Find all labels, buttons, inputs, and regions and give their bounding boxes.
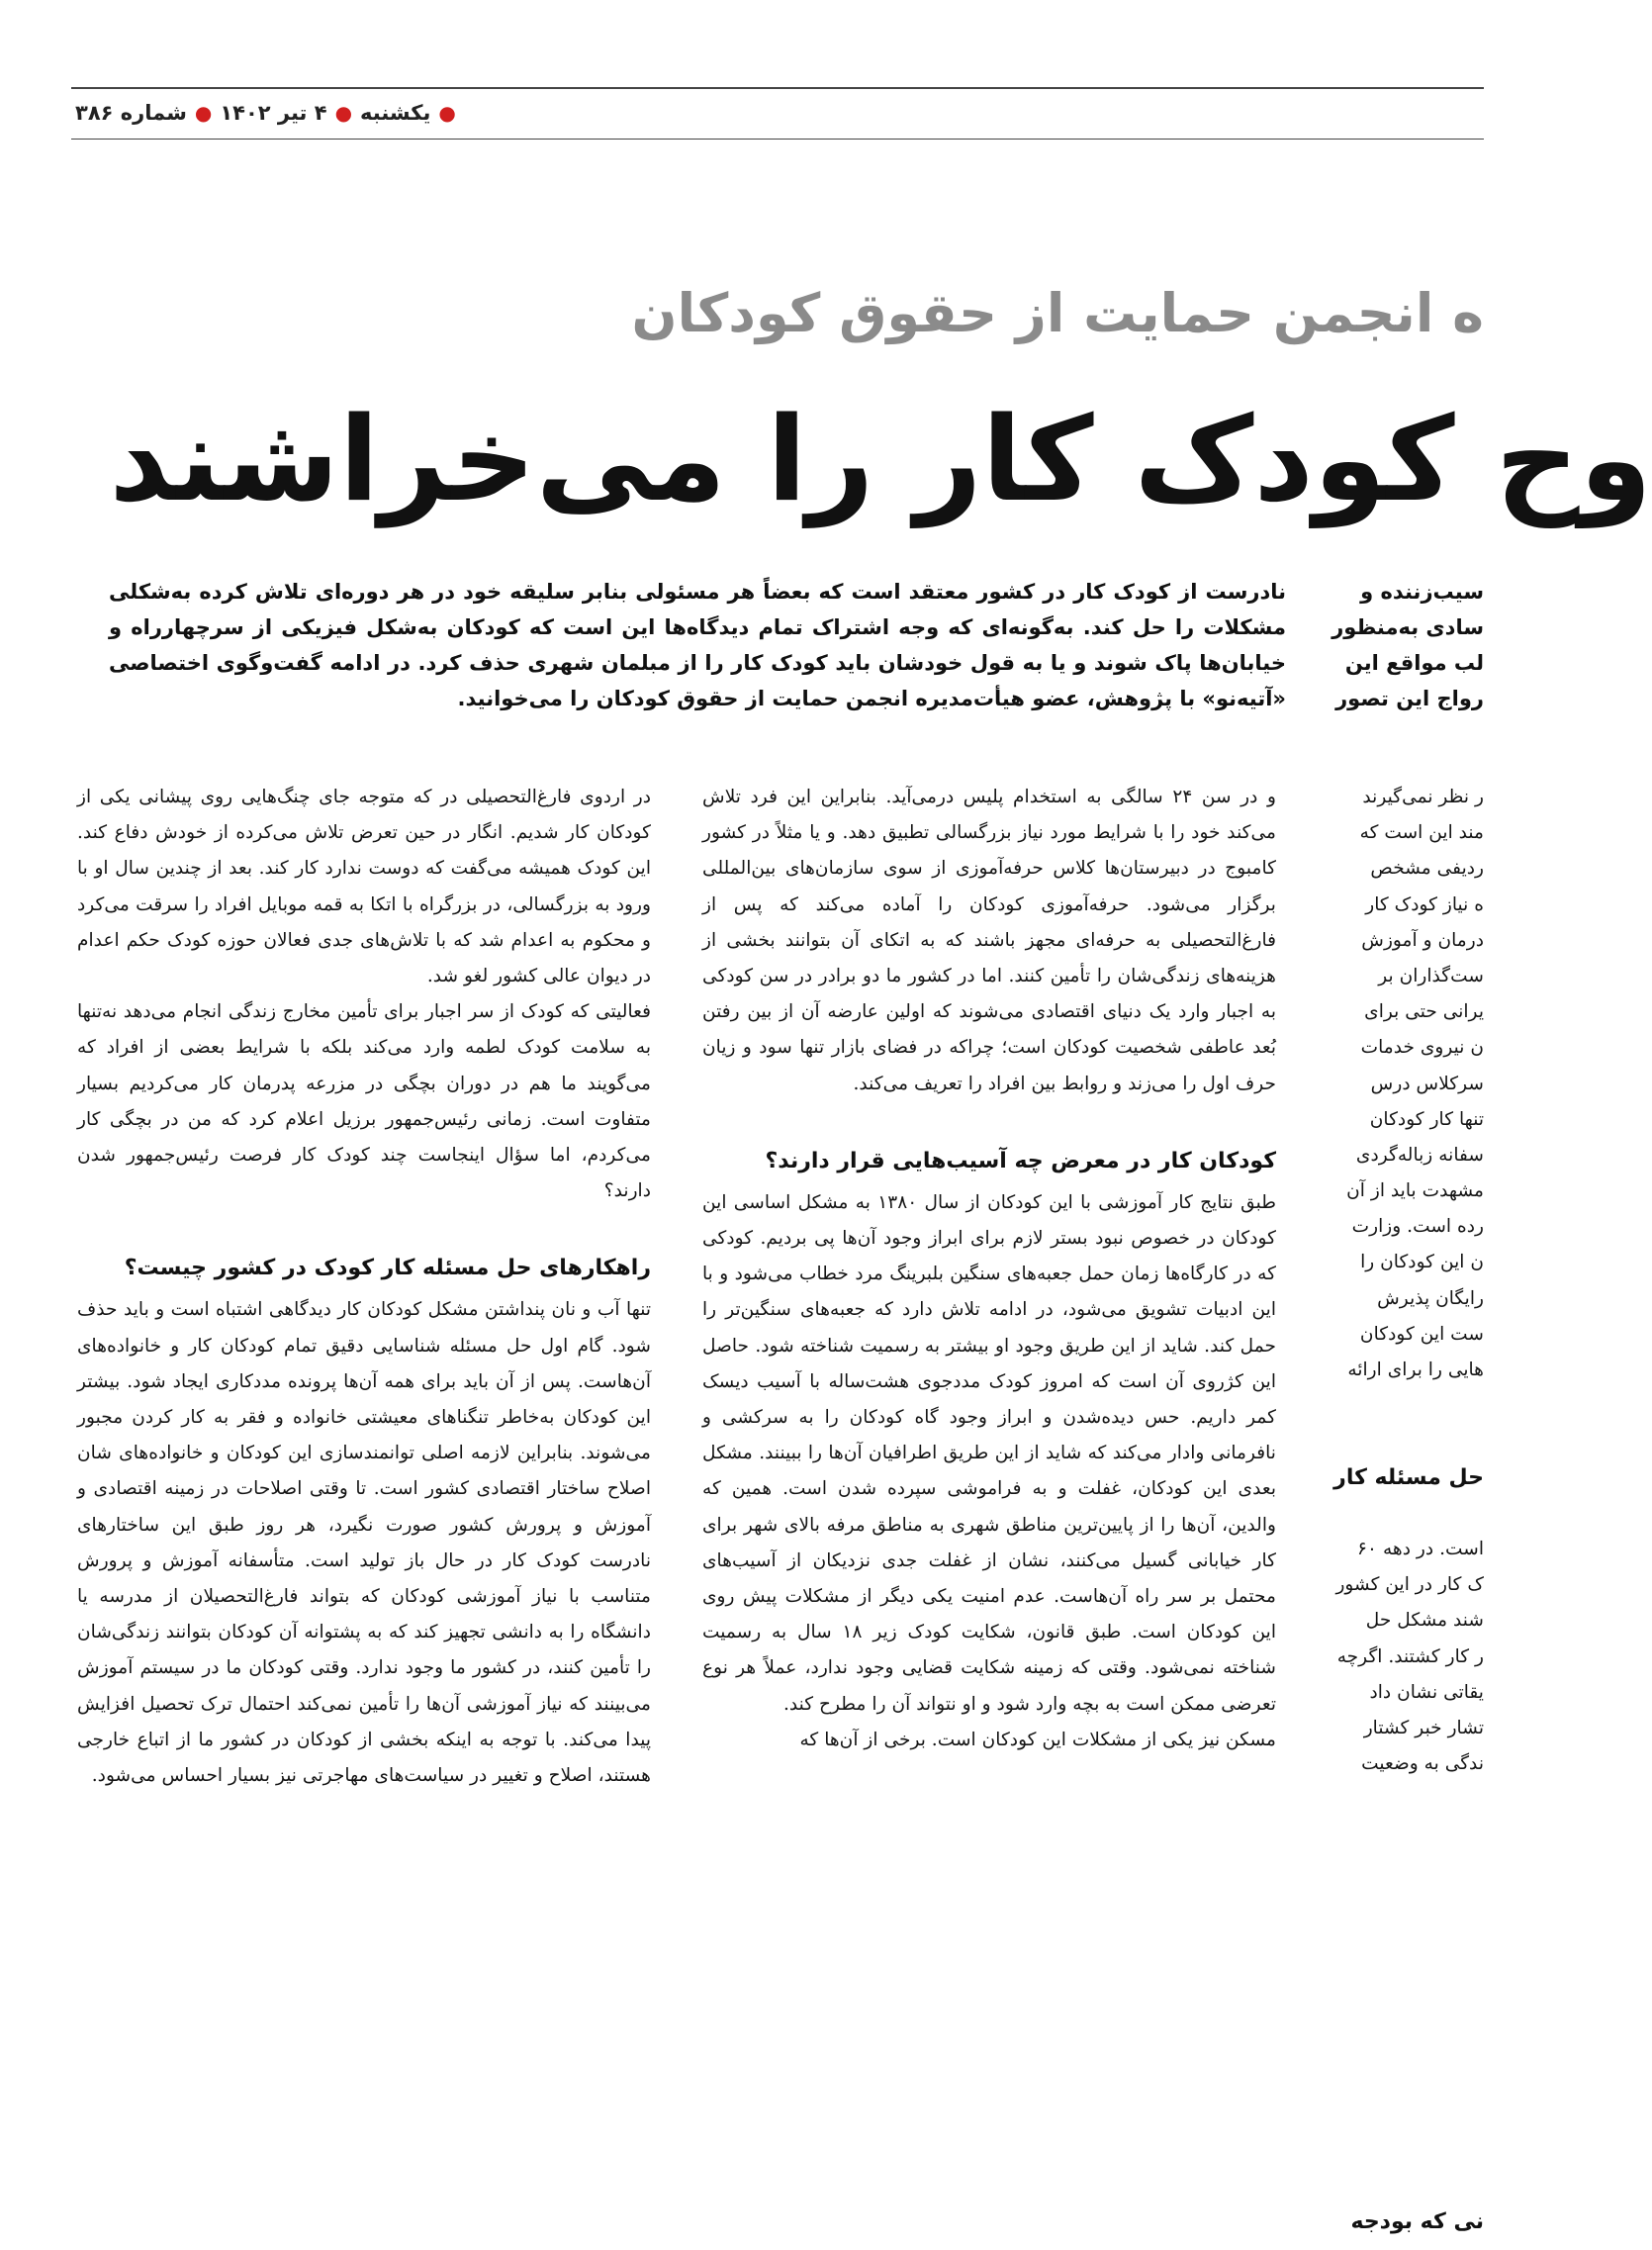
bullet-dot: ●	[334, 101, 353, 125]
fragment-heading: حل مسئله کار	[1333, 1464, 1484, 1490]
fragment-line: درمان و آموزش	[1361, 929, 1484, 951]
masthead-folio	[75, 95, 456, 131]
fragment-line: لب مواقع این	[1344, 651, 1484, 675]
adjacent-lead-fragment	[1331, 574, 1484, 716]
article-kicker: ه انجمن حمایت از حقوق کودکان	[631, 282, 1484, 344]
fragment-line	[1331, 1424, 1484, 1459]
paragraph-spacer	[77, 1209, 651, 1245]
fragment-line	[1331, 1388, 1484, 1424]
fragment-line: ردیفی مشخص	[1370, 858, 1484, 880]
adjacent-article-fragment	[1331, 780, 1484, 1782]
fragment-line: ست‌گذاران بر	[1378, 965, 1484, 986]
fragment-line: ک کار در این کشور	[1335, 1574, 1484, 1596]
fragment-line: شند مشکل حل	[1365, 1610, 1484, 1632]
masthead-issue: شماره ۳۸۶	[75, 101, 187, 125]
fragment-line: سیب‌زننده و	[1360, 580, 1484, 604]
fragment-line: ن نیروی خدمات	[1360, 1037, 1484, 1059]
fragment-line: سادی به‌منظور	[1331, 615, 1484, 639]
section-heading: راهکارهای حل مسئله کار کودک در کشور چیست؟	[124, 1256, 651, 1281]
fragment-line: یقاتی نشان داد	[1369, 1681, 1484, 1703]
article-lead: نادرست از کودک کار در کشور معتقد است که بعضاً هر مسئولی بنابر سلیقه خود در هر دوره‌ای تلاش کرده به‌شکلی مشکلات را حل کند. به‌گونه‌ای که وجه اشتراک تمام دیدگاه‌ها این است که کودکان به‌شکل فیزیکی از سرچهارراه و خیابان‌ها پاک شوند و یا به قول خودشان باید کودک کار را از مبلمان شهری حذف کرد. در ادامه گفت‌وگوی اختصاصی «آتیه‌نو» با پژوهش، عضو هیأت‌مدیره انجمن حمایت از حقوق کودکان را می‌خوانید.	[109, 580, 1286, 710]
masthead-day: یکشنبه	[360, 101, 431, 125]
fragment-line: ندگی به وضعیت	[1361, 1753, 1484, 1775]
fragment-line: ر کار کشتند. اگرچه	[1336, 1645, 1484, 1667]
paragraph-spacer	[702, 1102, 1276, 1138]
body-paragraph: مسکن نیز یکی از مشکلات این کودکان است. برخی از آن‌ها که	[799, 1729, 1276, 1750]
fragment-line	[1331, 1496, 1484, 1532]
body-paragraph: تنها آب و نان پنداشتن مشکل کودکان کار دیدگاهی اشتباه است و باید حذف شود. گام اول حل مسئله شناسایی دقیق تمام کودکان کار و خانواده‌های آن‌هاست. پس از آن باید برای همه آن‌ها پرونده مددکاری ایجاد شود. بیشتر این کودکان به‌خاطر تنگناهای معیشتی خانواده و فقر به کار کردن مجبور می‌شوند. بنابراین لازمه اصلی توانمندسازی این کودکان و خانواده‌های شان اصلاح ساختار اقتصادی کشور است. تا وقتی اصلاحات در زمینه اقتصادی و آموزش و پرورش کشور صورت نگیرد، هر روز طبق این ساختارهای نادرست کودک کار در حال باز تولید است. متأسفانه آموزش و پرورش متناسب با نیاز آموزشی کودکان که بتواند فارغ‌التحصیلان از مدرسه یا دانشگاه را به دانشی تجهیز کند که به پشتوانه آن کودکان بتوانند زندگی‌شان را تأمین کنند، در کشور ما وجود ندارد. وقتی کودکان ما در سیستم آموزش می‌بینند که نیاز آموزشی آن‌ها را تأمین نمی‌کند احتمال ترک تحصیل افزایش پیدا می‌کند. با توجه به اینکه بخشی از کودکان در کشور ما از اتباع خارجی هستند، اصلاح و تغییر در سیاست‌های مهاجرتی نیز بسیار احساس می‌شود.	[77, 1299, 651, 1787]
header-bottom-rule	[71, 139, 1484, 140]
body-column-right	[702, 780, 1276, 1758]
section-heading: کودکان کار در معرض چه آسیب‌هایی قرار دارند؟	[765, 1148, 1276, 1173]
body-paragraph: و در سن ۲۴ سالگی به استخدام پلیس درمی‌آید. بنابراین این فرد تلاش می‌کند خود را با شرایط مورد نیاز بزرگسالی تطبیق دهد. و یا مثلاً در کشور کامبوج در دبیرستان‌ها کلاس حرفه‌آموزی از سوی سازمان‌های بین‌المللی برگزار می‌شود. حرفه‌آموزی کودکان را آماده می‌کند که پس از فارغ‌التحصیلی به حرفه‌ای مجهز باشند که به اتکای آن بتوانند بخشی از هزینه‌های زندگی‌شان را تأمین کنند. اما در کشور ما دو برادر در سن کودکی به اجبار وارد یک دنیای اقتصادی می‌شوند که اولین عارضه آن از بین رفتن بُعد عاطفی شخصیت کودکان است؛ چراکه در فضای بازار تنها سود و زیان حرف اول را می‌زند و روابط بین افراد را تعریف می‌کند.	[702, 787, 1276, 1094]
fragment-line: ست این کودکان	[1359, 1323, 1484, 1345]
body-paragraph: طبق نتایج کار آموزشی با این کودکان از سال ۱۳۸۰ به مشکل اساسی این کودکان در خصوص نبود بستر لازم برای ابراز وجود آن‌ها پی بردیم. کودکی که در کارگاه‌ها زمان حمل جعبه‌های سنگین بلبرینگ مرد خطاب می‌شود و با این ادبیات تشویق می‌شود، در ادامه تلاش دارد که جعبه‌های سنگین‌تر را حمل کند. شاید از این طریق وجود او بیشتر به رسمیت شناخته شود. حاصل این کژروی آن است که امروز کودک مددجوی هشت‌ساله با آسیب دیسک کمر داریم. حس دیده‌شدن و ابراز وجود گاه کودکان را به سرکشی و نافرمانی وادار می‌کند که شاید از این طریق اطرافیان آن‌ها را ببینند. مشکل بعدی این کودکان، غفلت و به فراموشی سپرده شدن است. همین که والدین، آن‌ها را از پایین‌ترین مناطق شهری به مناطق مرفه بالای شهر برای کار خیابانی گسیل می‌کنند، نشان از غفلت جدی نزدیکان از آسیب‌های محتمل بر سر راه آن‌هاست. عدم امنیت یکی دیگر از مشکلات پیش روی این کودکان است. طبق قانون، شکایت کودک زیر ۱۸ سال به رسمیت شناخته نمی‌شود. وقتی که زمینه شکایت قضایی وجود ندارد، عملاً هر نوع تعرضی ممکن است به بچه وارد شود و او نتواند آن را مطرح کند.	[702, 1191, 1277, 1715]
masthead-date: ۴ تیر ۱۴۰۲	[220, 101, 327, 125]
fragment-line: مشهدت باید از آن	[1346, 1180, 1484, 1202]
fragment-line: رواج این تصور	[1335, 687, 1484, 710]
fragment-line: مند این است که	[1359, 822, 1484, 844]
fragment-line: هایی را برای ارائه	[1347, 1359, 1484, 1380]
article-headline: وح کودک کار را می‌خراشند	[109, 391, 1652, 527]
adjacent-fragment-heading: نی که بودجه	[1350, 2209, 1484, 2234]
fragment-line: رایگان پذیرش	[1377, 1287, 1484, 1309]
fragment-line: تنها کار کودکان	[1369, 1108, 1484, 1130]
body-column-left	[77, 780, 651, 1794]
fragment-line: ر نظر نمی‌گیرند	[1362, 787, 1484, 807]
fragment-line: رده است. وزارت	[1351, 1216, 1484, 1238]
fragment-line: یرانی حتی برای	[1364, 1001, 1484, 1023]
fragment-line: است. در دهه ۶۰	[1357, 1538, 1484, 1559]
fragment-line: تشار خبر کشتار	[1363, 1717, 1484, 1738]
body-paragraph: فعالیتی که کودک از سر اجبار برای تأمین مخارج زندگی انجام می‌دهد نه‌تنها به سلامت کودک لطمه وارد می‌کند بلکه با شرایط بعضی از افراد که می‌گویند ما هم در دوران بچگی در مزرعه پدرمان کار می‌کردیم بسیار متفاوت است. زمانی رئیس‌جمهور برزیل اعلام کرد که من در بچگی کار می‌کردم، اما سؤال اینجاست چند کودک کار فرصت رئیس‌جمهور شدن دارند؟	[77, 1001, 651, 1202]
header-top-rule	[71, 87, 1484, 89]
bullet-dot: ●	[438, 101, 456, 125]
body-paragraph: در اردوی فارغ‌التحصیلی در که متوجه جای چنگ‌هایی روی پیشانی یکی از کودکان کار شدیم. انگار در حین تعرض تلاش می‌کرده از خودش دفاع کند. این کودک همیشه می‌گفت که دوست ندارد کار کند. بعد از چندین سال او با ورود به بزرگسالی، در بزرگراه با اتکا به قمه موبایل افراد را سرقت می‌کرد و محکوم به اعدام شد که با تلاش‌های جدی فعالان حوزه کودک حکم اعدام در دیوان عالی کشور لغو شد.	[77, 787, 651, 987]
fragment-line: ن این کودکان را	[1360, 1252, 1484, 1273]
fragment-line: سفانه زباله‌گردی	[1355, 1144, 1484, 1166]
bullet-dot: ●	[194, 101, 213, 125]
fragment-line: سرکلاس درس	[1370, 1073, 1484, 1094]
fragment-line: ه نیاز کودک کار	[1365, 893, 1484, 915]
